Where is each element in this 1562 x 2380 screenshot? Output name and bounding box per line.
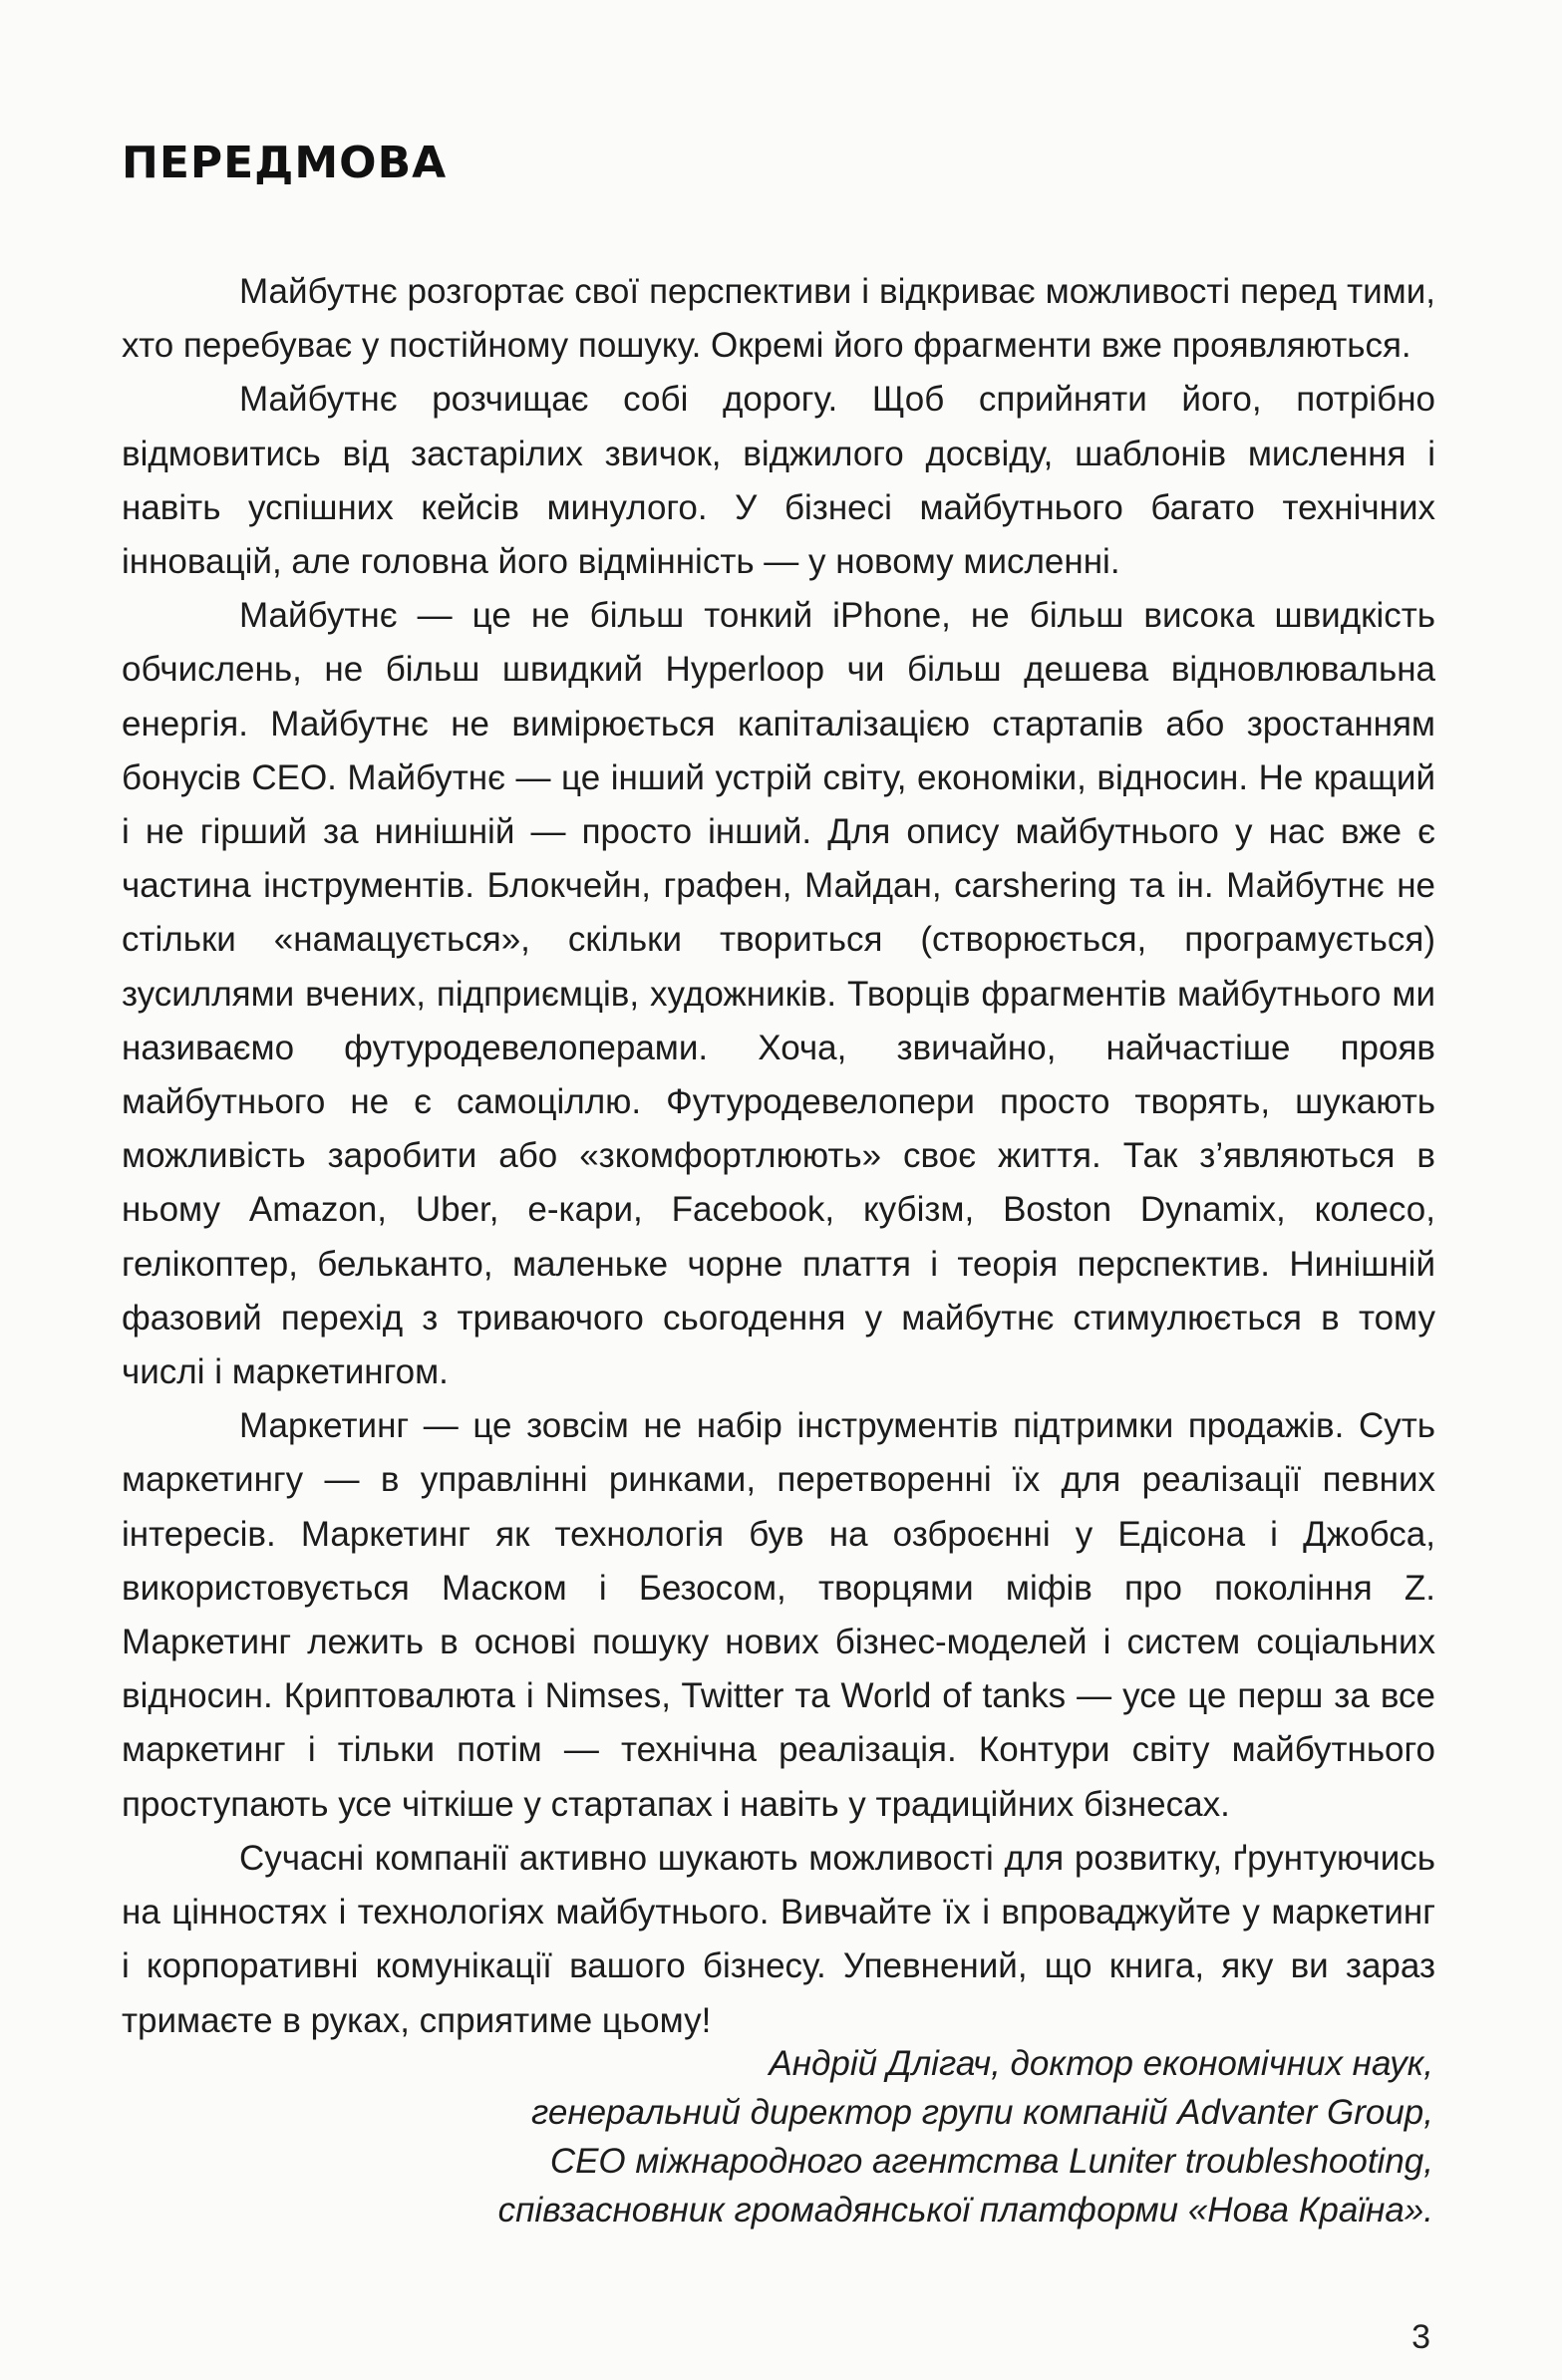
paragraph: Майбутнє розгортає свої перспективи і відкриває можливості перед тими, хто перебуває у постійному пошуку. Окремі його фрагменти вже проявляються. bbox=[122, 272, 1435, 366]
signature-line: співзасновник громадянської платформи «Нова Країна». bbox=[497, 2191, 1433, 2230]
paragraph: Сучасні компанії активно шукають можливості для розвитку, ґрунтуючись на цінностях і технологіях майбутнього. Вивчайте їх і впроваджуйте у маркетинг і корпоративні комунікації вашого бізнесу. Упевнений, що книга, яку ви зараз тримаєте в руках, сприятиме цьому! bbox=[122, 1838, 1435, 2040]
signature-line: генеральний директор групи компаній Advanter Group, bbox=[531, 2093, 1433, 2132]
page-title: ПЕРЕДМОВА bbox=[122, 138, 448, 188]
paragraph: Майбутнє — це не більш тонкий iPhone, не більш висока швидкість обчислень, не більш швидкий Hyperloop чи більш дешева відновлювальна енергія. Майбутнє не вимірюється капіталізацією стартапів або зростанням бонусів СЕО. Майбутнє — це інший устрій світу, економіки, відносин. Не кращий і не гірший за нинішній — просто інший. Для опису майбутнього у нас вже є частина інструментів. Блокчейн, графен, Майдан, carshering та ін. Майбутнє не стільки «намацується», скільки твориться (створюється, програмується) зусиллями вчених, підприємців, художників. Творців фрагментів майбутнього ми називаємо футуродевелоперами. Хоча, звичайно, найчастіше прояв майбутнього не є самоціллю. Футуродевелопери просто творять, шукають можливість заробити або «зкомфортлюють» своє життя. Так з’являються в ньому Amazon, Uber, е-кари, Facebook, кубізм, Boston Dynamix, колесо, гелікоптер, бельканто, маленьке чорне плаття і теорія перспектив. Нинішній фазовий перехід з триваючого сьогодення у майбутнє стимулюється в тому числі і маркетингом. bbox=[122, 596, 1435, 1392]
paragraph: Маркетинг — це зовсім не набір інструментів підтримки продажів. Суть маркетингу — в управлінні ринками, перетворенні їх для реалізації певних інтересів. Маркетинг як технологія був на озброєнні у Едісона і Джобса, використовується Маском і Безосом, творцями міфів про покоління Z. Маркетинг лежить в основі пошуку нових бізнес-моделей і систем соціальних відносин. Криптовалюта і Nimses, Twitter та World of tanks — усе це перш за все маркетинг і тільки потім — технічна реалізація. Контури світу майбутнього проступають усе чіткіше у стартапах і навіть у традиційних бізнесах. bbox=[122, 1406, 1435, 1824]
paragraph: Майбутнє розчищає собі дорогу. Щоб сприйняти його, потрібно відмовитись від застарілих звичок, віджилого досвіду, шаблонів мислення і навіть успішних кейсів минулого. У бізнесі майбутнього багато технічних інновацій, але головна його відмінність — у новому мисленні. bbox=[122, 380, 1435, 582]
signature-line: СЕО міжнародного агентства Luniter troubleshooting, bbox=[549, 2142, 1433, 2181]
preface-body bbox=[122, 265, 1435, 2048]
signature-line: Андрій Длігач, доктор економічних наук, bbox=[769, 2044, 1433, 2083]
signature-block-visible bbox=[122, 2039, 1433, 2234]
page-number: 3 bbox=[1411, 2318, 1430, 2356]
